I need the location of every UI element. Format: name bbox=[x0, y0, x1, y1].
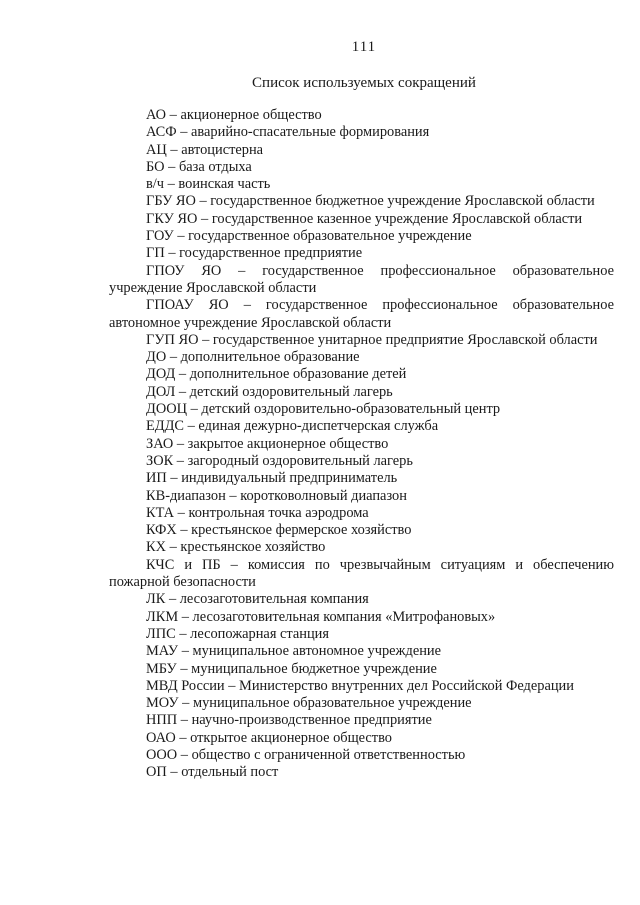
abbreviation-definition: муниципальное образовательное учреждение bbox=[192, 695, 472, 712]
abbreviation-entry bbox=[109, 505, 614, 522]
abbreviation-definition: детский оздоровительный лагерь bbox=[189, 383, 393, 400]
abbreviation-separator: – bbox=[178, 643, 193, 660]
abbreviation-definition: научно-производственное предприятие bbox=[191, 712, 432, 729]
abbreviation-separator: – bbox=[174, 504, 189, 521]
abbreviation-separator: – bbox=[178, 608, 193, 625]
abbreviation-entry bbox=[109, 107, 614, 124]
abbreviation-separator: – bbox=[166, 107, 181, 123]
abbreviation-definition: дополнительное образование bbox=[180, 349, 360, 366]
abbreviation-separator: – bbox=[220, 556, 248, 573]
abbreviation-separator: – bbox=[177, 712, 192, 729]
abbreviation-list bbox=[109, 107, 614, 782]
abbreviation-entry bbox=[109, 626, 614, 643]
abbreviation-definition: лесозаготовительная компания «Митрофановых» bbox=[192, 608, 496, 625]
abbreviation-term: НПП bbox=[146, 712, 178, 729]
abbreviation-entry bbox=[109, 418, 614, 435]
abbreviation-separator: – bbox=[195, 193, 211, 210]
abbreviation-term: ДООЦ bbox=[146, 401, 187, 418]
abbreviation-separator: – bbox=[173, 435, 188, 452]
abbreviation-term: ГКУ ЯО bbox=[146, 210, 198, 227]
abbreviation-entry bbox=[109, 245, 614, 262]
abbreviation-term: КЧС и ПБ bbox=[146, 556, 221, 573]
abbreviation-separator: – bbox=[166, 539, 181, 556]
abbreviation-separator: – bbox=[225, 487, 241, 504]
abbreviation-definition: детский оздоровительно-образовательный центр bbox=[201, 401, 501, 418]
abbreviation-separator: – bbox=[165, 591, 180, 608]
abbreviation-definition: база отдыха bbox=[178, 158, 252, 175]
abbreviation-definition: государственное профессиональное образовательное автономное учреждение Ярославской области bbox=[109, 297, 615, 331]
abbreviation-term: ГПОУ ЯО bbox=[146, 262, 222, 279]
abbreviation-definition: индивидуальный предприниматель bbox=[181, 470, 398, 487]
abbreviation-entry bbox=[109, 366, 614, 383]
abbreviation-separator: – bbox=[166, 470, 182, 487]
abbreviation-term: МАУ bbox=[146, 643, 179, 660]
abbreviation-term: БО bbox=[146, 158, 165, 175]
abbreviation-definition: лесопожарная станция bbox=[190, 625, 329, 642]
abbreviation-entry bbox=[109, 263, 614, 298]
abbreviation-entry bbox=[109, 193, 614, 210]
abbreviation-entry bbox=[109, 643, 614, 660]
abbreviation-term: ГП bbox=[146, 245, 165, 262]
abbreviation-definition: контрольная точка аэродрома bbox=[188, 504, 369, 521]
abbreviation-separator: – bbox=[228, 297, 266, 314]
abbreviation-separator: – bbox=[177, 746, 192, 763]
abbreviation-term: ДО bbox=[146, 349, 167, 366]
abbreviation-definition: отдельный пост bbox=[181, 764, 279, 781]
page-title: Список используемых сокращений bbox=[252, 75, 476, 91]
abbreviation-separator: – bbox=[187, 401, 202, 418]
abbreviation-entry bbox=[109, 695, 614, 712]
abbreviation-definition: государственное казенное учреждение Ярославской области bbox=[211, 210, 583, 227]
abbreviation-separator: – bbox=[175, 625, 191, 642]
abbreviation-entry bbox=[109, 332, 614, 349]
abbreviation-entry bbox=[109, 297, 614, 332]
abbreviation-term: АЦ bbox=[146, 141, 167, 158]
abbreviation-separator: – bbox=[164, 176, 179, 193]
abbreviation-definition: единая дежурно-диспетчерская служба bbox=[198, 418, 439, 435]
abbreviation-separator: – bbox=[176, 522, 192, 539]
abbreviation-entry bbox=[109, 436, 614, 453]
abbreviation-definition: крестьянское фермерское хозяйство bbox=[191, 522, 412, 539]
abbreviation-definition: аварийно-спасательные формирования bbox=[191, 124, 430, 141]
abbreviation-entry bbox=[109, 349, 614, 366]
page-number: 111 bbox=[351, 39, 377, 55]
abbreviation-entry bbox=[109, 539, 614, 556]
abbreviation-separator: – bbox=[198, 331, 213, 348]
abbreviation-entry bbox=[109, 730, 614, 747]
abbreviation-term: ЛКМ bbox=[146, 608, 179, 625]
abbreviation-entry bbox=[109, 211, 614, 228]
abbreviation-separator: – bbox=[176, 124, 192, 141]
abbreviation-term: ГПОАУ ЯО bbox=[146, 297, 229, 314]
abbreviation-term: ГБУ ЯО bbox=[146, 193, 196, 210]
abbreviation-term: КФХ bbox=[146, 522, 177, 539]
abbreviation-entry bbox=[109, 488, 614, 505]
abbreviation-separator: – bbox=[184, 418, 199, 435]
abbreviation-term: ДОД bbox=[146, 366, 176, 383]
abbreviation-entry bbox=[109, 142, 614, 159]
abbreviation-entry bbox=[109, 453, 614, 470]
abbreviation-separator: – bbox=[224, 677, 240, 694]
abbreviation-term: ДОЛ bbox=[146, 383, 176, 400]
abbreviation-definition: государственное бюджетное учреждение Ярославской области bbox=[210, 193, 595, 210]
abbreviation-definition: воинская часть bbox=[178, 176, 271, 193]
abbreviation-entry bbox=[109, 384, 614, 401]
abbreviation-term: ГУП ЯО bbox=[146, 331, 199, 348]
abbreviation-separator: – bbox=[178, 695, 193, 712]
abbreviation-separator: – bbox=[173, 452, 188, 469]
abbreviation-term: ГОУ bbox=[146, 228, 174, 245]
abbreviation-term: ЗОК bbox=[146, 452, 174, 469]
abbreviation-definition: комиссия по чрезвычайным ситуациям и обеспечению пожарной безопасности bbox=[109, 556, 615, 591]
abbreviation-definition: крестьянское хозяйство bbox=[180, 539, 326, 556]
abbreviation-definition: государственное профессиональное образовательное учреждение Ярославской области bbox=[109, 262, 615, 296]
abbreviation-term: АО bbox=[146, 107, 167, 123]
abbreviation-term: ЛПС bbox=[146, 625, 176, 642]
abbreviation-entry bbox=[109, 609, 614, 626]
abbreviation-entry bbox=[109, 401, 614, 418]
abbreviation-definition: государственное образовательное учреждение bbox=[188, 228, 472, 245]
abbreviation-definition: общество с ограниченной ответственностью bbox=[191, 746, 466, 763]
abbreviation-definition: загородный оздоровительный лагерь bbox=[187, 452, 413, 469]
abbreviation-separator: – bbox=[166, 141, 182, 158]
abbreviation-term: МОУ bbox=[146, 695, 179, 712]
abbreviation-definition: государственное предприятие bbox=[179, 245, 363, 262]
abbreviation-term: ОП bbox=[146, 764, 167, 781]
abbreviation-separator: – bbox=[173, 228, 189, 245]
abbreviation-separator: – bbox=[197, 210, 212, 227]
abbreviation-definition: автоцистерна bbox=[181, 141, 264, 158]
abbreviation-term: ЛК bbox=[146, 591, 166, 608]
abbreviation-separator: – bbox=[164, 245, 180, 262]
abbreviation-definition: коротковолновый диапазон bbox=[240, 487, 407, 504]
abbreviation-definition: муниципальное автономное учреждение bbox=[192, 643, 441, 660]
abbreviation-entry bbox=[109, 522, 614, 539]
abbreviation-term: КХ bbox=[146, 539, 166, 556]
abbreviation-term: МБУ bbox=[146, 660, 177, 677]
abbreviation-entry bbox=[109, 228, 614, 245]
abbreviation-term: ОАО bbox=[146, 729, 176, 746]
abbreviation-entry bbox=[109, 591, 614, 608]
abbreviation-separator: – bbox=[176, 660, 192, 677]
abbreviation-term: КВ-диапазон bbox=[146, 487, 226, 504]
abbreviation-entry bbox=[109, 747, 614, 764]
abbreviation-term: КТА bbox=[146, 504, 175, 521]
abbreviation-term: ИП bbox=[146, 470, 167, 487]
abbreviation-entry bbox=[109, 470, 614, 487]
abbreviation-entry bbox=[109, 678, 614, 695]
abbreviation-definition: лесозаготовительная компания bbox=[179, 591, 369, 608]
abbreviation-entry bbox=[109, 124, 614, 141]
abbreviation-entry bbox=[109, 557, 614, 592]
abbreviation-separator: – bbox=[175, 383, 190, 400]
abbreviation-definition: акционерное общество bbox=[180, 107, 322, 123]
abbreviation-separator: – bbox=[175, 729, 191, 746]
abbreviation-term: ООО bbox=[146, 746, 178, 763]
abbreviation-separator: – bbox=[166, 764, 182, 781]
abbreviation-term: в/ч bbox=[146, 176, 165, 193]
abbreviation-separator: – bbox=[221, 262, 263, 279]
abbreviation-definition: Министерство внутренних дел Российской Федерации bbox=[239, 677, 574, 694]
abbreviation-entry bbox=[109, 712, 614, 729]
abbreviation-definition: дополнительное образование детей bbox=[189, 366, 407, 383]
abbreviation-separator: – bbox=[164, 158, 179, 175]
abbreviation-term: АСФ bbox=[146, 124, 177, 141]
abbreviation-entry bbox=[109, 661, 614, 678]
abbreviation-separator: – bbox=[175, 366, 190, 383]
abbreviation-term: МВД России bbox=[146, 677, 225, 694]
abbreviation-entry bbox=[109, 764, 614, 781]
abbreviation-separator: – bbox=[166, 349, 181, 366]
abbreviation-entry bbox=[109, 176, 614, 193]
abbreviation-definition: закрытое акционерное общество bbox=[187, 435, 389, 452]
abbreviation-definition: открытое акционерное общество bbox=[190, 729, 392, 746]
abbreviation-term: ЕДДС bbox=[146, 418, 185, 435]
abbreviation-definition: государственное унитарное предприятие Ярославской области bbox=[212, 331, 598, 348]
abbreviation-term: ЗАО bbox=[146, 435, 174, 452]
abbreviation-definition: муниципальное бюджетное учреждение bbox=[191, 660, 437, 677]
abbreviation-entry bbox=[109, 159, 614, 176]
